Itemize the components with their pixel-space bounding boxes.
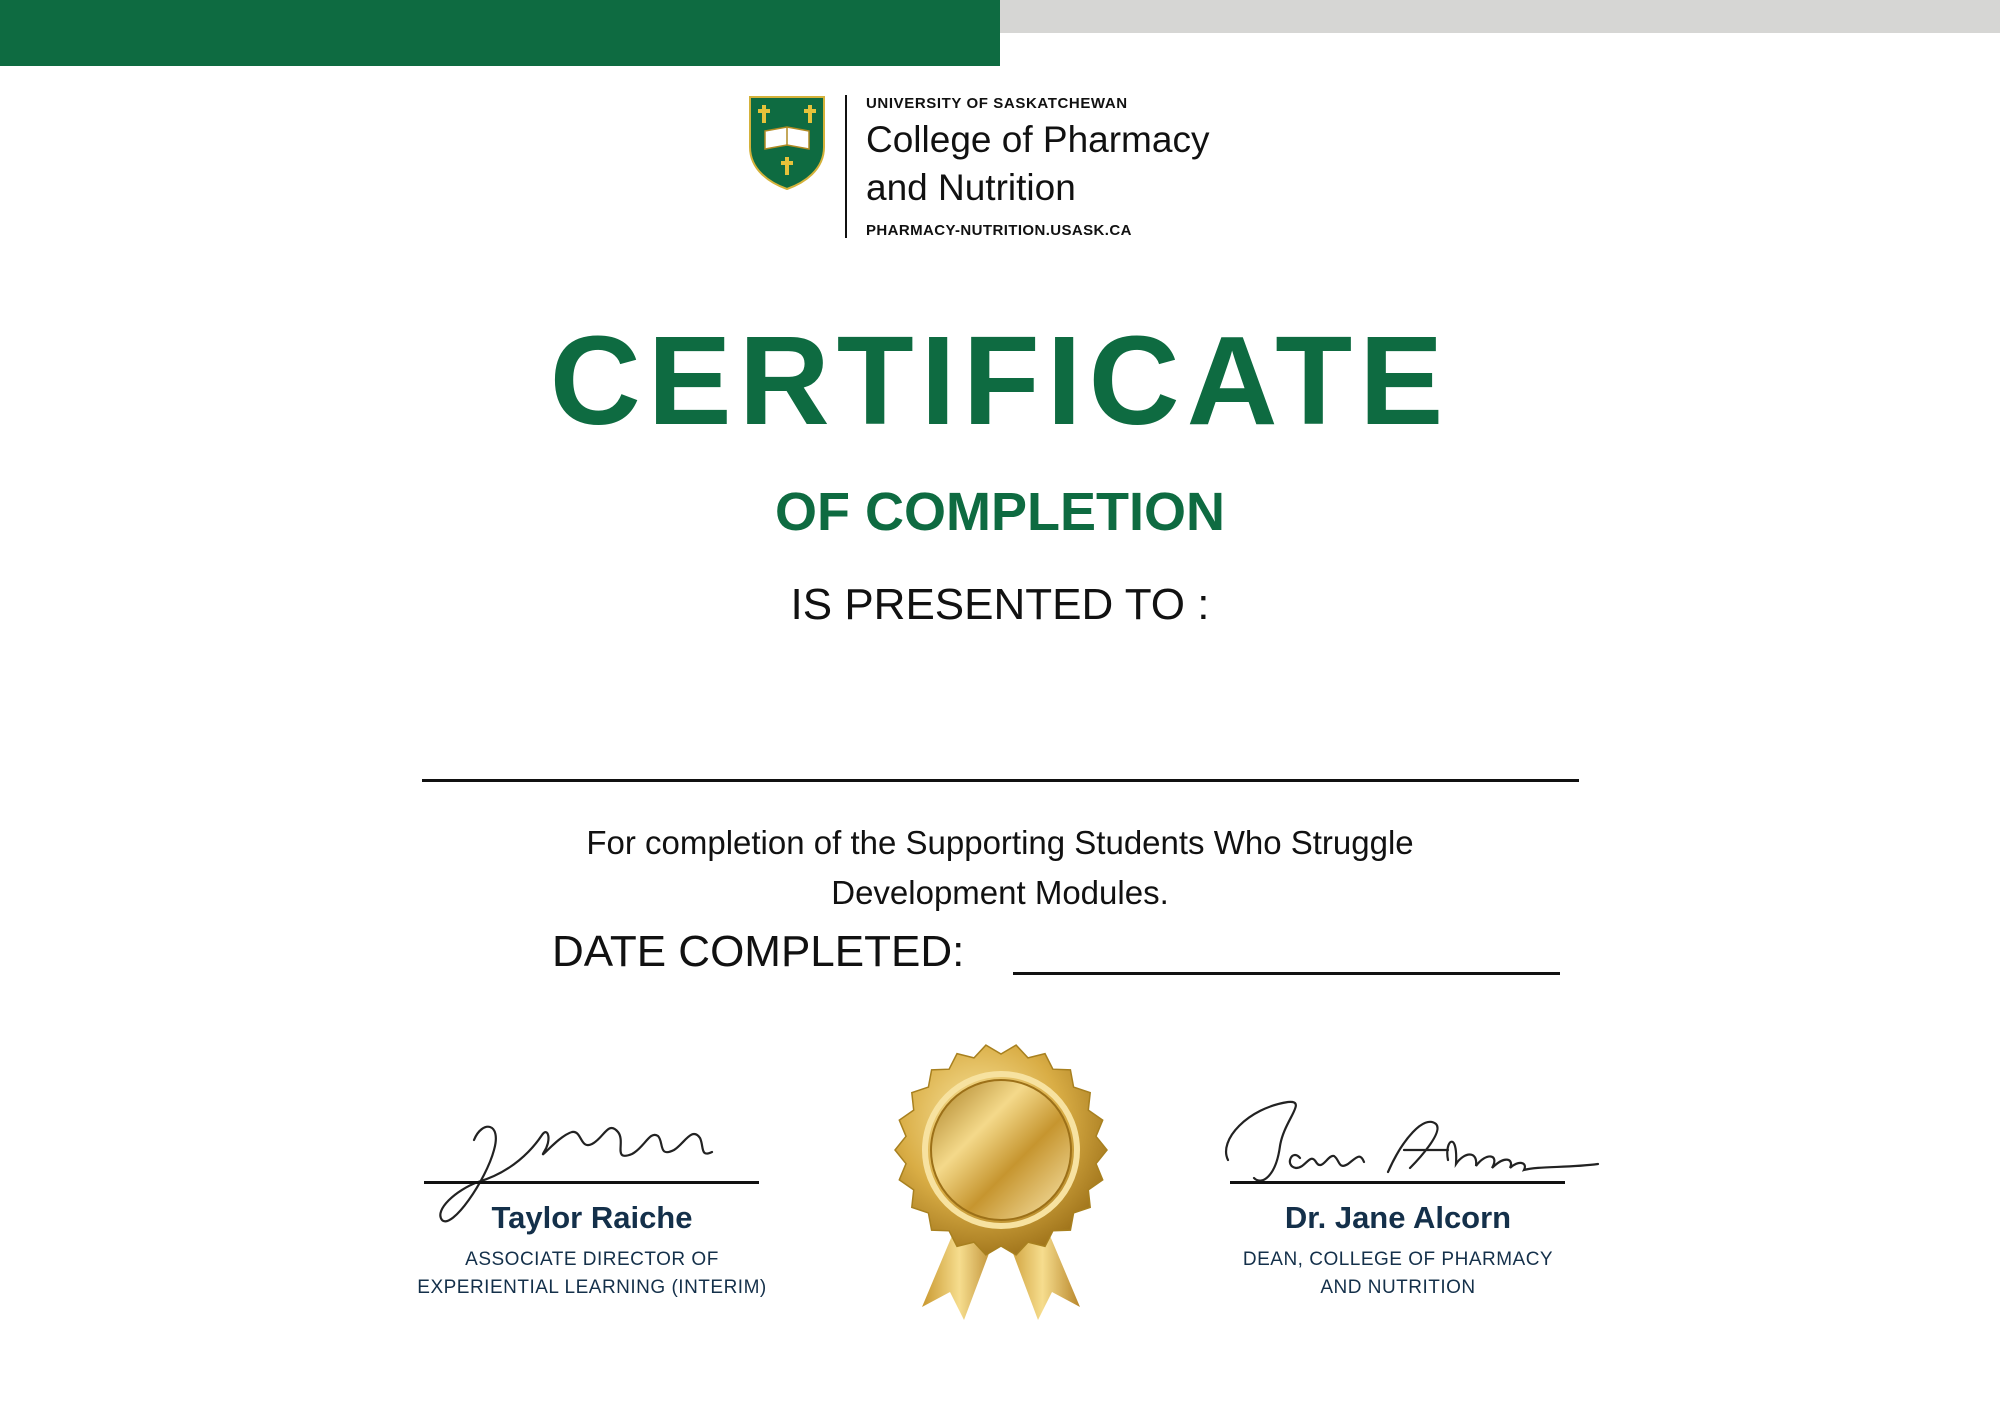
signatory-title xyxy=(1188,1246,1608,1302)
logo-divider xyxy=(845,95,847,238)
signatory-title-line-1: DEAN, COLLEGE OF PHARMACY xyxy=(1242,1249,1554,1270)
signature-line xyxy=(1230,1181,1565,1184)
top-green-band xyxy=(0,0,1000,33)
completion-description xyxy=(400,818,1600,918)
signatory-name: Dr. Jane Alcorn xyxy=(1284,1200,1512,1235)
university-name: UNIVERSITY OF SASKATCHEWAN xyxy=(866,95,1128,112)
college-name-line1: College of Pharmacy xyxy=(866,119,1210,160)
signatory-right xyxy=(1188,1080,1608,1310)
gold-award-seal-icon xyxy=(892,1042,1110,1322)
signatory-left xyxy=(382,1080,802,1310)
college-name-line2: and Nutrition xyxy=(866,167,1076,208)
signatory-title xyxy=(382,1246,802,1302)
date-completed-line xyxy=(1013,972,1560,975)
signature-line xyxy=(424,1181,759,1184)
signatory-title-line-1: ASSOCIATE DIRECTOR OF xyxy=(465,1249,719,1270)
usask-shield-icon xyxy=(748,95,826,190)
signatory-title-line-2: EXPERIENTIAL LEARNING (INTERIM) xyxy=(417,1277,767,1298)
presented-to-label: IS PRESENTED TO : xyxy=(790,580,1210,629)
signatory-name: Taylor Raiche xyxy=(491,1200,693,1235)
certificate-title: CERTIFICATE xyxy=(549,310,1451,451)
bottom-green-band xyxy=(0,33,1000,66)
certificate-subtitle: OF COMPLETION xyxy=(775,482,1225,542)
completion-line-1: For completion of the Supporting Students Who Struggle xyxy=(586,824,1414,861)
top-grey-band xyxy=(1000,0,2000,33)
completion-line-2: Development Modules. xyxy=(831,874,1169,911)
college-website: PHARMACY-NUTRITION.USASK.CA xyxy=(866,222,1132,239)
college-logo xyxy=(748,95,1268,240)
date-completed-label: DATE COMPLETED: xyxy=(552,927,965,976)
recipient-name-line xyxy=(422,779,1579,782)
signatory-title-line-2: AND NUTRITION xyxy=(1320,1277,1476,1298)
